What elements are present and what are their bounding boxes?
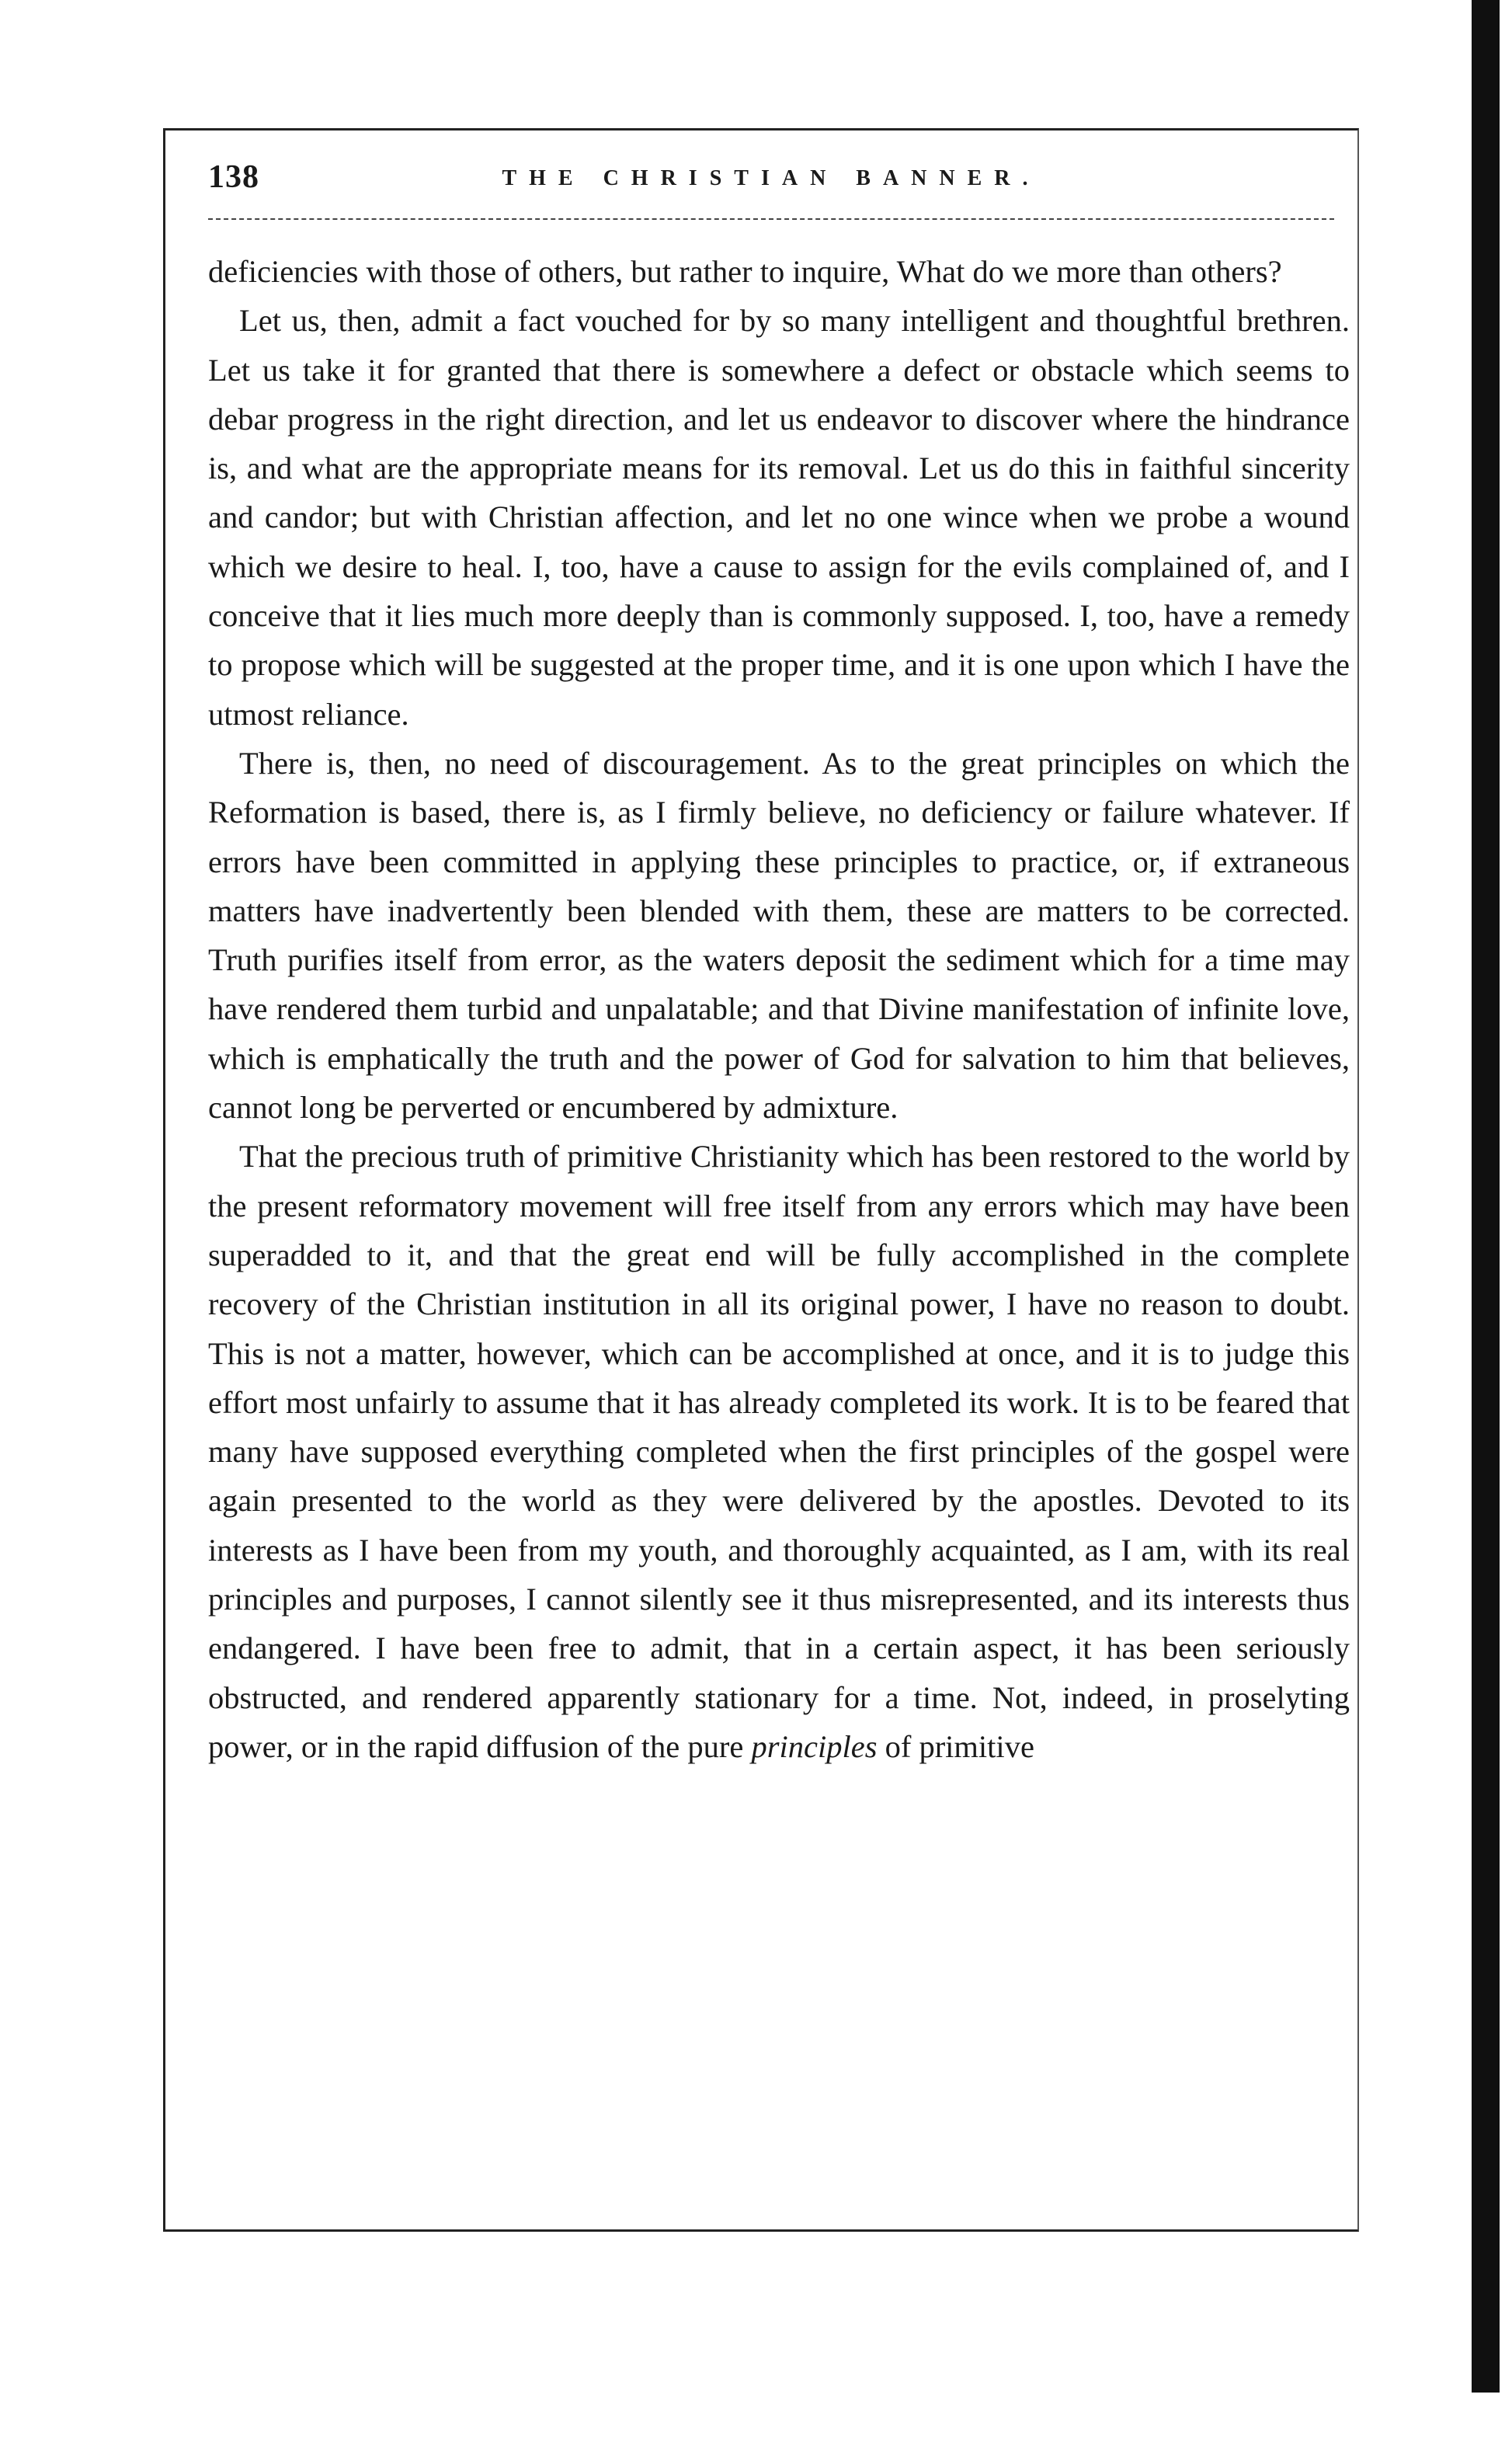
paragraph-no-discouragement: There is, then, no need of discouragement. As to the great principles on which the Reformation is based, there is, as I firmly believe, no deficiency or failure whatever. If errors have been committed in applying these principles to practice, or, if extraneous matters have inadvertently been blended with them, these are matters to be corrected. Truth purifies itself from error, as the waters deposit the sediment which for a time may have rendered them turbid and unpalatable; and that Divine manifestation of infinite love, which is emphatically the truth and the power of God for salvation to him that believes, cannot long be perverted or encumbered by admixture. — [208, 745, 1350, 1126]
paragraph-precious-truth — [208, 1132, 1350, 1771]
running-head: THE CHRISTIAN BANNER. — [502, 166, 1041, 190]
scan-edge-gap — [1472, 2393, 1500, 2457]
header-rule — [208, 218, 1334, 220]
page-header — [208, 158, 1334, 205]
page-frame — [163, 128, 1359, 2232]
paragraph-text-end: of primitive — [885, 1728, 1034, 1764]
paragraph-text: That the precious truth of primitive Christianity which has been restored to the world by the present reformatory movement will free itself from any errors which may have been superadded to it, and that the great end will be fully accomplished in the complete recovery of the Christian institution in all its original power, I have no reason to doubt. This is not a matter, however, which can be accomplished at once, and it is to judge this effort most unfairly to assume that it has already completed its work. It is to be feared that many have supposed everything completed when the first principles of the gospel were again presented to the world as they were delivered by the apostles. Devoted to its interests as I have been from my youth, and thoroughly acquainted, as I am, with its real principles and purposes, I cannot silently see it thus misrepresented, and its interests thus endangered. I have been free to admit, that in a certain aspect, it has been seriously obstructed, and rendered apparently stationary for a time. Not, indeed, in proselyting power, or in the rapid diffusion of the pure — [208, 1139, 1350, 1764]
page-number: 138 — [208, 159, 259, 195]
italic-word: principles — [751, 1728, 878, 1764]
paragraph-continuation: deficiencies with those of others, but rather to inquire, What do we more than others? — [208, 254, 1282, 289]
paragraph-admit-fact: Let us, then, admit a fact vouched for by so many intelligent and thoughtful brethren. Let us take it for granted that there is somewhere a defect or obstacle which seems to debar progress in the right direction, and let us endeavor to discover where the hindrance is, and what are the appropriate means for its removal. Let us do this in faithful sincerity and candor; but with Christian affection, and let no one wince when we probe a wound which we desire to heal. I, too, have a cause to assign for the evils complained of, and I conceive that it lies much more deeply than is commonly supposed. I, too, have a remedy to propose which will be suggested at the proper time, and it is one upon which I have the utmost reliance. — [208, 303, 1350, 732]
article-body — [208, 247, 1350, 1771]
scan-edge-bar — [1472, 0, 1500, 2457]
